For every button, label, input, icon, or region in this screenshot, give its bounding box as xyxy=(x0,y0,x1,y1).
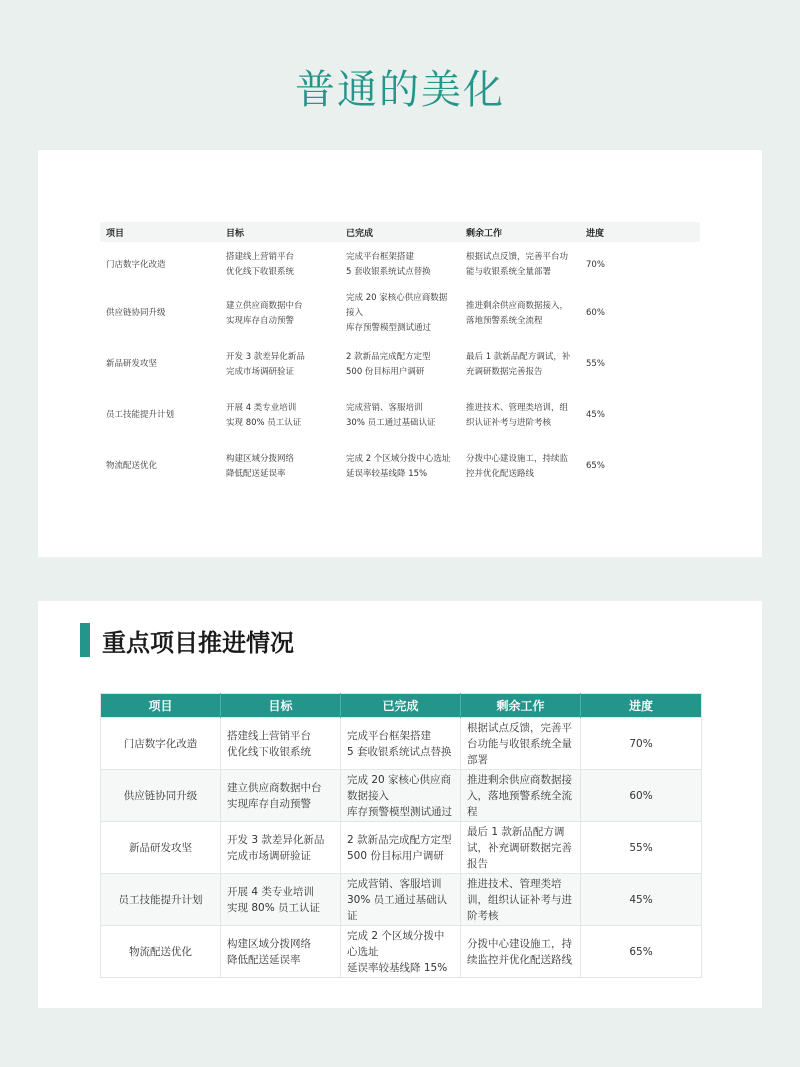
cell-progress: 60% xyxy=(586,308,605,318)
styled-header-project: 项目 xyxy=(101,694,221,718)
plain-header-project: 项目 xyxy=(100,222,220,242)
cell-done: 完成 2 个区域分拨中心选址 延误率较基线降 15% xyxy=(346,453,451,479)
cell-done: 完成平台框架搭建 5 套收银系统试点替换 xyxy=(346,252,431,277)
table-row xyxy=(100,242,700,288)
cell-done: 完成 20 家核心供应商数据接入 库存预警模型测试通过 xyxy=(341,770,461,822)
cell-done: 2 款新品完成配方定型 500 份目标用户调研 xyxy=(341,822,461,874)
cell-remaining: 分拨中心建设施工，持续监控并优化配送路线 xyxy=(466,453,569,479)
plain-header-row xyxy=(100,222,700,242)
cell-project: 门店数字化改造 xyxy=(106,259,166,270)
cell-done: 完成 2 个区域分拨中心选址 延误率较基线降 15% xyxy=(341,926,461,978)
table-row xyxy=(100,339,700,390)
cell-goal: 开展 4 类专业培训 实现 80% 员工认证 xyxy=(226,402,302,428)
cell-progress: 70% xyxy=(581,718,702,770)
table-row xyxy=(101,770,702,822)
styled-header-done: 已完成 xyxy=(341,694,461,718)
cell-remaining: 推进技术、管理类培训，组织认证补考与进阶考核 xyxy=(466,402,569,428)
table-row xyxy=(101,874,702,926)
styled-header-progress: 进度 xyxy=(581,694,702,718)
styled-table-card xyxy=(38,601,762,1008)
cell-progress: 65% xyxy=(581,926,702,978)
cell-goal: 开展 4 类专业培训 实现 80% 员工认证 xyxy=(221,874,341,926)
cell-remaining: 推进剩余供应商数据接入，落地预警系统全流程 xyxy=(461,770,581,822)
plain-header-progress: 进度 xyxy=(580,222,700,242)
cell-goal: 建立供应商数据中台 实现库存自动预警 xyxy=(226,300,303,326)
cell-remaining: 最后 1 款新品配方调试，补充调研数据完善报告 xyxy=(461,822,581,874)
page-title: 普通的美化 xyxy=(295,67,505,113)
cell-goal: 开发 3 款差异化新品 完成市场调研验证 xyxy=(226,351,305,377)
cell-goal: 建立供应商数据中台 实现库存自动预警 xyxy=(221,770,341,822)
cell-project: 员工技能提升计划 xyxy=(106,410,175,420)
cell-remaining: 推进技术、管理类培训，组织认证补考与进阶考核 xyxy=(461,874,581,926)
styled-header-goal: 目标 xyxy=(221,694,341,718)
cell-done: 完成平台框架搭建 5 套收银系统试点替换 xyxy=(341,718,461,770)
plain-header-remaining: 剩余工作 xyxy=(460,222,580,242)
cell-progress: 45% xyxy=(581,874,702,926)
cell-done: 完成 20 家核心供应商数据接入 库存预警模型测试通过 xyxy=(346,293,448,333)
cell-goal: 搭建线上营销平台 优化线下收银系统 xyxy=(226,252,295,277)
cell-progress: 60% xyxy=(581,770,702,822)
cell-remaining: 最后 1 款新品配方调试，补充调研数据完善报告 xyxy=(466,351,571,377)
plain-table-card xyxy=(38,150,762,557)
plain-table xyxy=(100,222,700,492)
section-heading xyxy=(80,623,294,657)
plain-header-done: 已完成 xyxy=(340,222,460,242)
table-row xyxy=(101,822,702,874)
cell-project: 新品研发攻坚 xyxy=(101,822,221,874)
plain-header-goal: 目标 xyxy=(220,222,340,242)
cell-project: 新品研发攻坚 xyxy=(106,359,158,369)
cell-project: 门店数字化改造 xyxy=(101,718,221,770)
styled-header-remaining: 剩余工作 xyxy=(461,694,581,718)
cell-remaining: 根据试点反馈，完善平台功能与收银系统全量部署 xyxy=(466,252,569,277)
section-title: 重点项目推进情况 xyxy=(102,628,294,657)
styled-header-row xyxy=(101,694,702,718)
cell-done: 2 款新品完成配方定型 500 份目标用户调研 xyxy=(346,351,431,377)
table-row xyxy=(100,390,700,441)
cell-project: 物流配送优化 xyxy=(101,926,221,978)
table-row xyxy=(101,718,702,770)
cell-goal: 开发 3 款差异化新品 完成市场调研验证 xyxy=(221,822,341,874)
table-row xyxy=(100,288,700,339)
cell-goal: 搭建线上营销平台 优化线下收银系统 xyxy=(221,718,341,770)
cell-goal: 构建区域分拨网络 降低配送延误率 xyxy=(221,926,341,978)
cell-project: 物流配送优化 xyxy=(106,461,158,471)
cell-project: 员工技能提升计划 xyxy=(101,874,221,926)
cell-progress: 55% xyxy=(581,822,702,874)
cell-done: 完成营销、客服培训 30% 员工通过基础认证 xyxy=(341,874,461,926)
styled-table xyxy=(100,693,702,978)
cell-progress: 65% xyxy=(586,461,605,471)
cell-project: 供应链协同升级 xyxy=(101,770,221,822)
cell-remaining: 推进剩余供应商数据接入，落地预警系统全流程 xyxy=(466,300,569,326)
table-row xyxy=(101,926,702,978)
cell-progress: 70% xyxy=(586,259,605,270)
cell-progress: 55% xyxy=(586,359,605,369)
cell-done: 完成营销、客服培训 30% 员工通过基础认证 xyxy=(346,402,436,428)
cell-goal: 构建区域分拨网络 降低配送延误率 xyxy=(226,453,295,479)
cell-progress: 45% xyxy=(586,410,605,420)
cell-remaining: 分拨中心建设施工，持续监控并优化配送路线 xyxy=(461,926,581,978)
cell-remaining: 根据试点反馈，完善平台功能与收银系统全量部署 xyxy=(461,718,581,770)
section-accent-bar xyxy=(80,623,90,657)
table-row xyxy=(100,441,700,492)
cell-project: 供应链协同升级 xyxy=(106,308,166,318)
